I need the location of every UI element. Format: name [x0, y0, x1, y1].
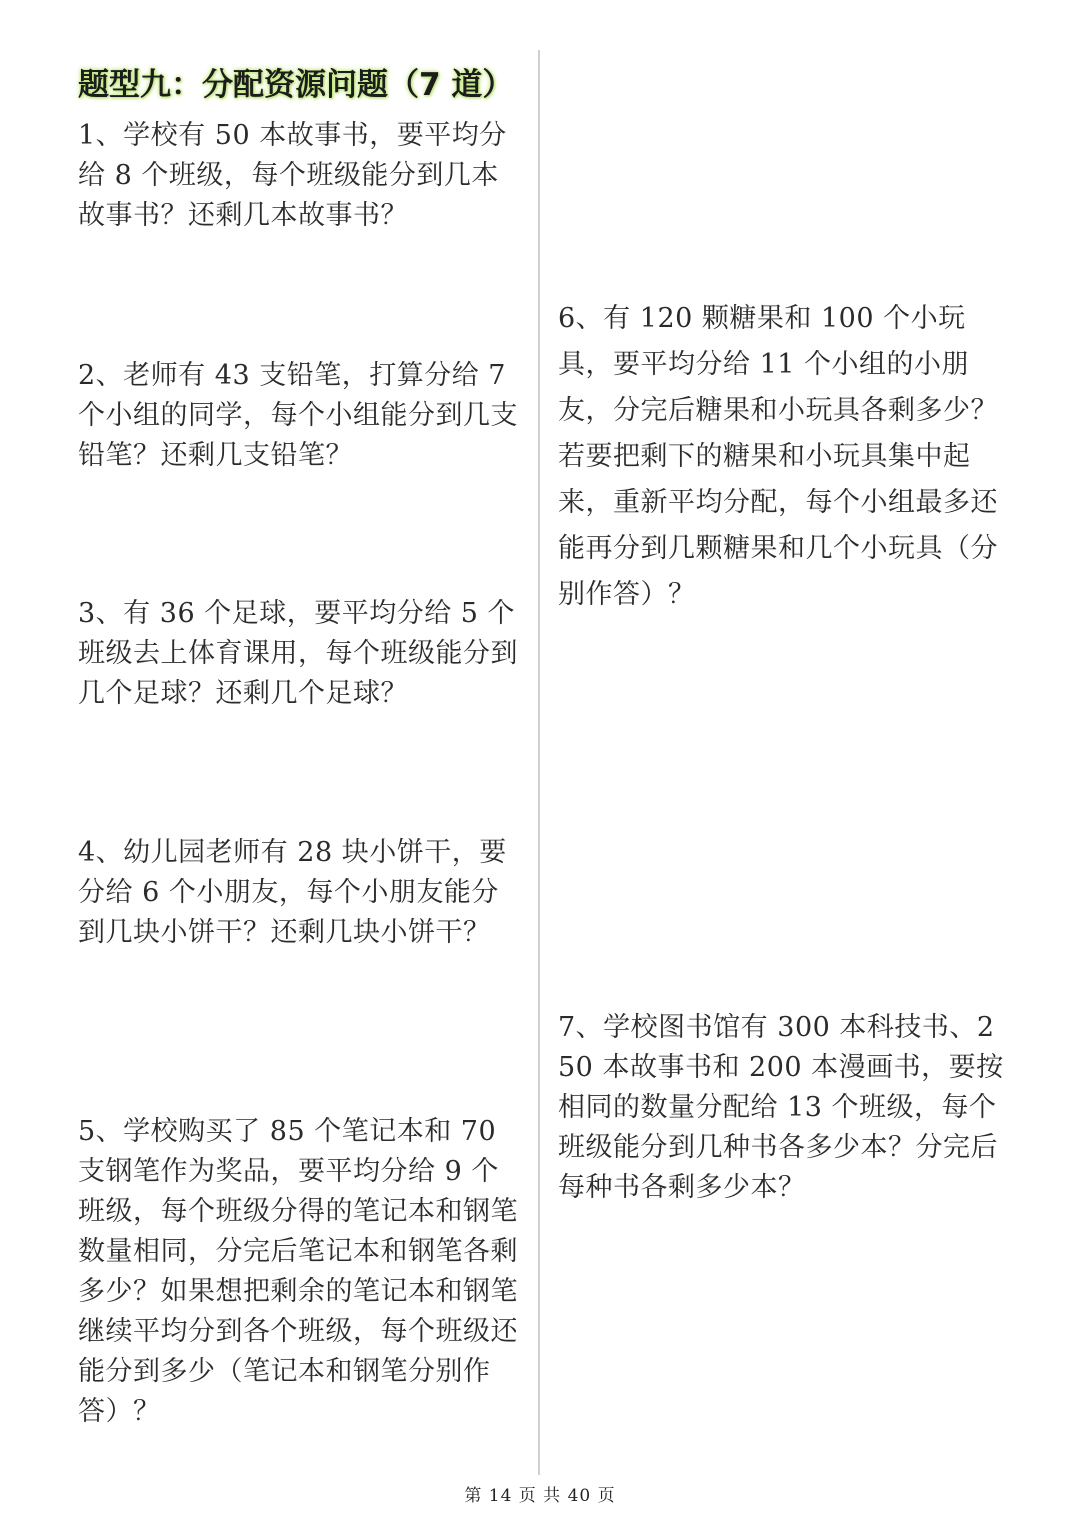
question-7: 7、学校图书馆有 300 本科技书、250 本故事书和 200 本漫画书，要按相同的数量分配给 13 个班级，每个班级能分到几种书各多少本？分完后每种书各剩多少本？: [558, 1012, 1004, 1203]
question-1: 1、学校有 50 本故事书，要平均分给 8 个班级，每个班级能分到几本故事书？还剩几本故事书？: [78, 120, 507, 231]
question-5: 5、学校购买了 85 个笔记本和 70 支钢笔作为奖品，要平均分给 9 个班级，每个班级分得的笔记本和钢笔数量相同，分完后笔记本和钢笔各剩多少？如果想把剩余的笔记本和钢笔继续平均分到各个班级，每个班级还能分到多少（笔记本和钢笔分别作答）？: [78, 1116, 518, 1427]
question-6: 6、有 120 颗糖果和 100 个小玩具，要平均分给 11 个小组的小朋友，分完后糖果和小玩具各剩多少？若要把剩下的糖果和小玩具集中起来，重新平均分配，每个小组最多还能再分到几颗糖果和几个小玩具（分别作答）？: [558, 303, 998, 610]
section-title: 题型九：分配资源问题（7 道）: [78, 67, 514, 103]
column-divider: [538, 50, 540, 1475]
question-4: 4、幼儿园老师有 28 块小饼干，要分给 6 个小朋友，每个小朋友能分到几块小饼干？还剩几块小饼干？: [78, 837, 507, 948]
question-2: 2、老师有 43 支铅笔，打算分给 7 个小组的同学，每个小组能分到几支铅笔？还剩几支铅笔？: [78, 360, 518, 471]
page-footer: 第 14 页 共 40 页: [464, 1486, 616, 1506]
question-3: 3、有 36 个足球，要平均分给 5 个班级去上体育课用，每个班级能分到几个足球？还剩几个足球？: [78, 598, 518, 709]
